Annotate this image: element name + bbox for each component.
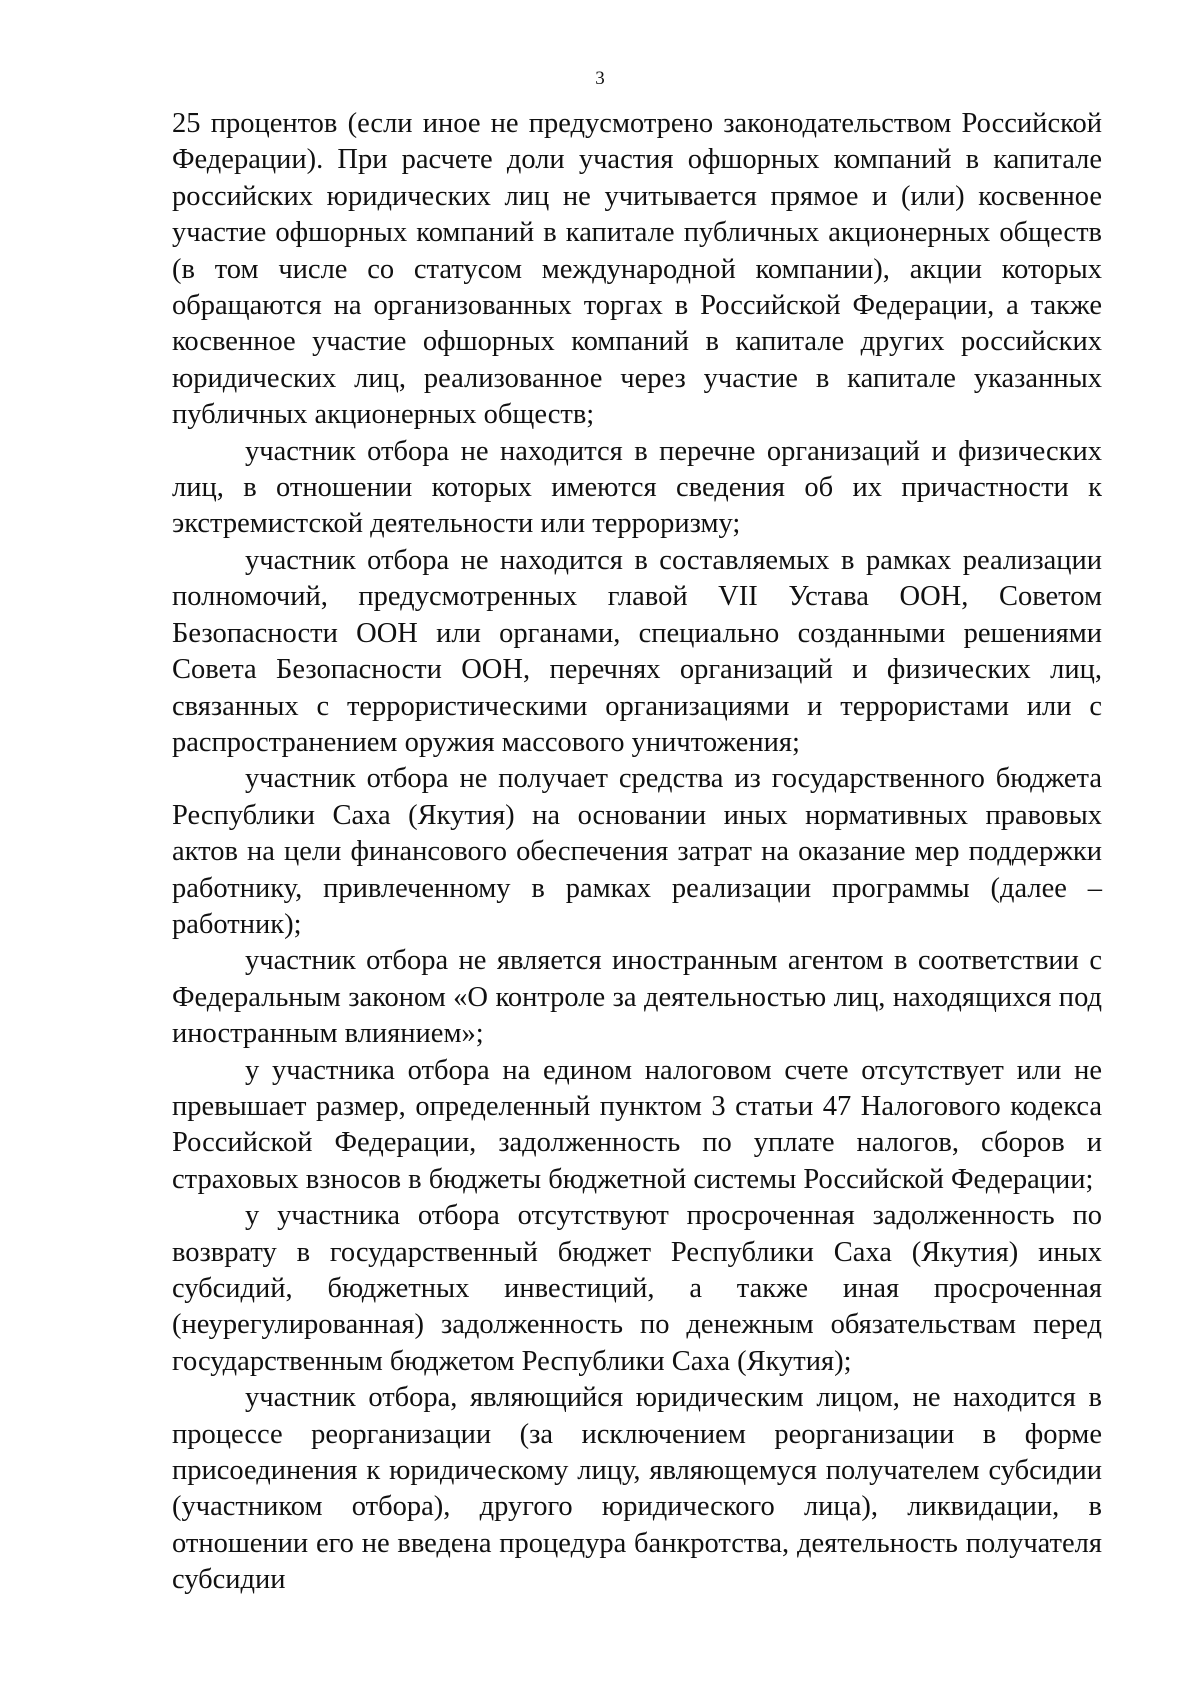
page-number: 3 [595, 68, 605, 89]
paragraph-overdue-debt: у участника отбора отсутствуют просроченная задолженность по возврату в государственный бюджет Республики Саха (Якутия) иных субсидий, бюджетных инвестиций, а также иная просроченная (неурегулированная) задолженность по денежным обязательствам перед государственным бюджетом Республики Саха (Якутия); [172, 1200, 1102, 1377]
paragraph-extremism-list: участник отбора не находится в перечне организаций и физических лиц, в отношении которых имеются сведения об их причастности к экстремистской деятельности или терроризму; [172, 435, 1102, 540]
paragraph-offshore-participation: 25 процентов (если иное не предусмотрено законодательством Российской Федерации). При расчете доли участия офшорных компаний в капитале российских юридических лиц не учитывается прямое и (или) косвенное участие офшорных компаний в капитале публичных акционерных обществ (в том числе со статусом международной компании), акции которых обращаются на организованных торгах в Российской Федерации, а также косвенное участие офшорных компаний в капитале других российских юридических лиц, реализованное через участие в капитале указанных публичных акционерных обществ; [172, 108, 1102, 431]
document-body [172, 106, 1102, 1599]
paragraph-un-security-council-lists: участник отбора не находится в составляемых в рамках реализации полномочий, предусмотренных главой VII Устава ООН, Советом Безопасности ООН или органами, специально созданными решениями Совета Безопасности ООН, перечнях организаций и физических лиц, связанных с террористическими организациями и террористами или с распространением оружия массового уничтожения; [172, 544, 1102, 758]
paragraph-tax-debt: у участника отбора на едином налоговом счете отсутствует или не превышает размер, определенный пунктом 3 статьи 47 Налогового кодекса Российской Федерации, задолженность по уплате налогов, сборов и страховых взносов в бюджеты бюджетной системы Российской Федерации; [172, 1054, 1102, 1195]
paragraph-not-foreign-agent: участник отбора не является иностранным агентом в соответствии с Федеральным законом «О контроле за деятельностью лиц, находящихся под иностранным влиянием»; [172, 945, 1102, 1050]
paragraph-reorganization-liquidation: участник отбора, являющийся юридическим лицом, не находится в процессе реорганизации (за исключением реорганизации в форме присоединения к юридическому лицу, являющемуся получателем субсидии (участником отбора), другого юридического лица), ликвидации, в отношении его не введена процедура банкротства, деятельность получателя субсидии [172, 1382, 1102, 1596]
paragraph-no-other-budget-funds: участник отбора не получает средства из государственного бюджета Республики Саха (Якутия) на основании иных нормативных правовых актов на цели финансового обеспечения затрат на оказание мер поддержки работнику, привлеченному в рамках реализации программы (далее – работник); [172, 763, 1102, 940]
